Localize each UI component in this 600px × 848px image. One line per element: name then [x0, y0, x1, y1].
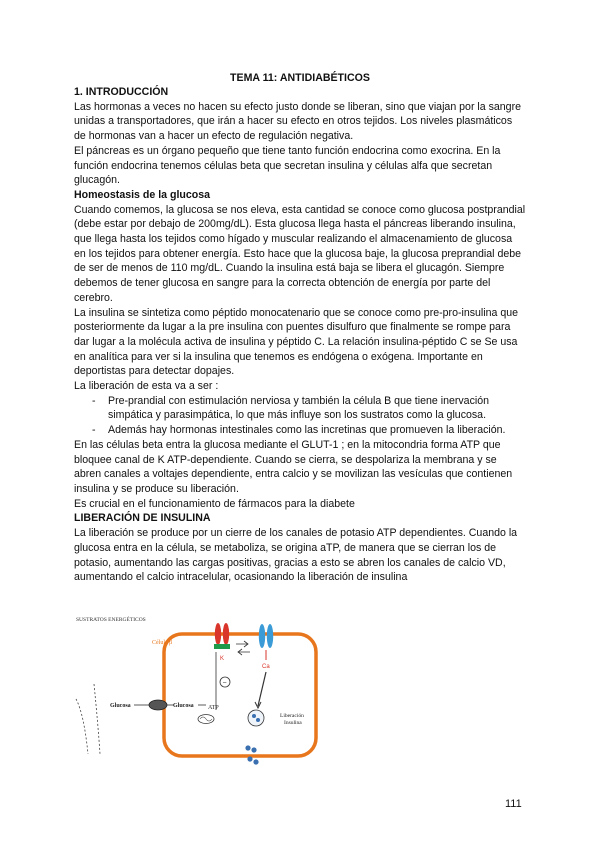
- minus-sign: −: [222, 680, 227, 687]
- glucose-inside-label: Glucosa: [173, 703, 194, 709]
- arrow-right-icon: [236, 641, 248, 647]
- k-label: K: [220, 656, 225, 662]
- k-atp-channel-icon: [214, 623, 230, 649]
- insulin-vesicle-icon: [248, 710, 264, 726]
- arrow-left-icon: [238, 649, 250, 655]
- paragraph: La liberación se produce por un cierre de los canales de potasio ATP dependientes. Cuando la glucosa entra en la célula, se metaboliza, se origina aTP, de manera que se cierran los de potasio, aumentando las cargas positivas, gracias a esto se abren los canales de calcio VD, aumentando el calcio intracelular, ocasionando la liberación de insulina: [74, 527, 518, 584]
- paragraph: La liberación de esta va a ser :: [74, 380, 219, 393]
- calcium-channel-icon: [259, 624, 273, 648]
- list-item: - Además hay hormonas intestinales como las incretinas que promueven la liberación.: [74, 423, 526, 438]
- section-heading-introduccion: 1. INTRODUCCIÓN: [74, 86, 169, 98]
- release-label: Liberación: [280, 713, 304, 719]
- insulin-granule-icon: [256, 718, 260, 722]
- bullet-list: [74, 394, 526, 438]
- page-number: 111: [505, 798, 522, 810]
- paragraph: Cuando comemos, la glucosa se nos eleva, esta cantidad se conoce como glucosa postprandial (debe estar por debajo de 200mg/dL). Esta glucosa llega hasta el páncreas liberando insulina, que llega hasta los tejidos como hígado y muscular realizando el almacenamiento de glucosa en los tejidos para obtener energía. Esto hace que la glucosa baje, la glucosa preprandial debe de ser de menos de 110 mg/dL. Cuando la insulina está baja se libera el glucagón. Siempre debemos de tener glucosa en sangre para la correcta obtención de energía por parte del cerebro.: [74, 203, 526, 304]
- glut-transporter-icon: [149, 700, 167, 710]
- paragraph: El páncreas es un órgano pequeño que tiene tanto función endocrina como exocrina. En la función endocrina tenemos células beta que secretan insulina y células alfa que secretan glucagón.: [74, 144, 501, 187]
- beta-cell-diagram: [70, 614, 340, 774]
- paragraph: Es crucial en el funcionamiento de fármacos para la diabete: [74, 497, 355, 510]
- list-item: - Pre-prandial con estimulación nerviosa y también la célula B que tiene inervación simpática y parasimpática, lo que más influye son los sustratos como la glucosa.: [74, 394, 526, 423]
- mitochondrion-icon: [198, 715, 214, 724]
- insulin-granule-icon: [252, 714, 256, 718]
- paragraph: En las células beta entra la glucosa mediante el GLUT-1 ; en la mitocondria forma ATP que bloquee canal de K ATP-dependiente. Cuando se cierra, se despolariza la membrana y se abren canales a voltajes dependiente, entra calcio y se movilizan las vesículas que contienen insulina y se produce su liberación.: [74, 438, 513, 495]
- beta-cell-diagram-svg: [70, 614, 340, 774]
- page-title: TEMA 11: ANTIDIABÉTICOS: [230, 72, 370, 84]
- atp-label: ATP: [208, 705, 219, 711]
- paragraph: La insulina se sintetiza como péptido monocatenario que se conoce como pre-pro-insulina que posteriormente da lugar a la pre insulina con puentes disulfuro que finalmente se rompe para dar lugar a la molécula activa de insulina y péptido C. La relación insulina-péptido C se Se usa en analítica para ver si la insulina que tenemos es endógena o exógena. Importante en deportistas para detectar dopajes.: [74, 306, 519, 378]
- calcium-to-vesicle-arrow-icon: [258, 672, 266, 706]
- insulin-label: Insulina: [284, 720, 302, 726]
- ca-label: Ca: [262, 664, 270, 670]
- section-heading-homeostasis: Homeostasis de la glucosa: [74, 188, 211, 201]
- section-heading-liberacion: LIBERACIÓN DE INSULINA: [74, 512, 211, 525]
- paragraph: Las hormonas a veces no hacen su efecto justo donde se liberan, sino que viajan por la sangre unidas a transportadores, que irán a hacer su efecto en otros tejidos. Los niveles plasmáticos de hormonas van a hacer un efecto de regulación negativa.: [74, 100, 521, 143]
- cell-label: Célula β: [152, 640, 173, 646]
- document-body: [74, 85, 526, 585]
- glucose-outside-label: Glucosa: [110, 703, 131, 709]
- figure-header: SUSTRATOS ENERGÉTICOS: [76, 617, 146, 623]
- glucose-curve-icon: [76, 684, 100, 754]
